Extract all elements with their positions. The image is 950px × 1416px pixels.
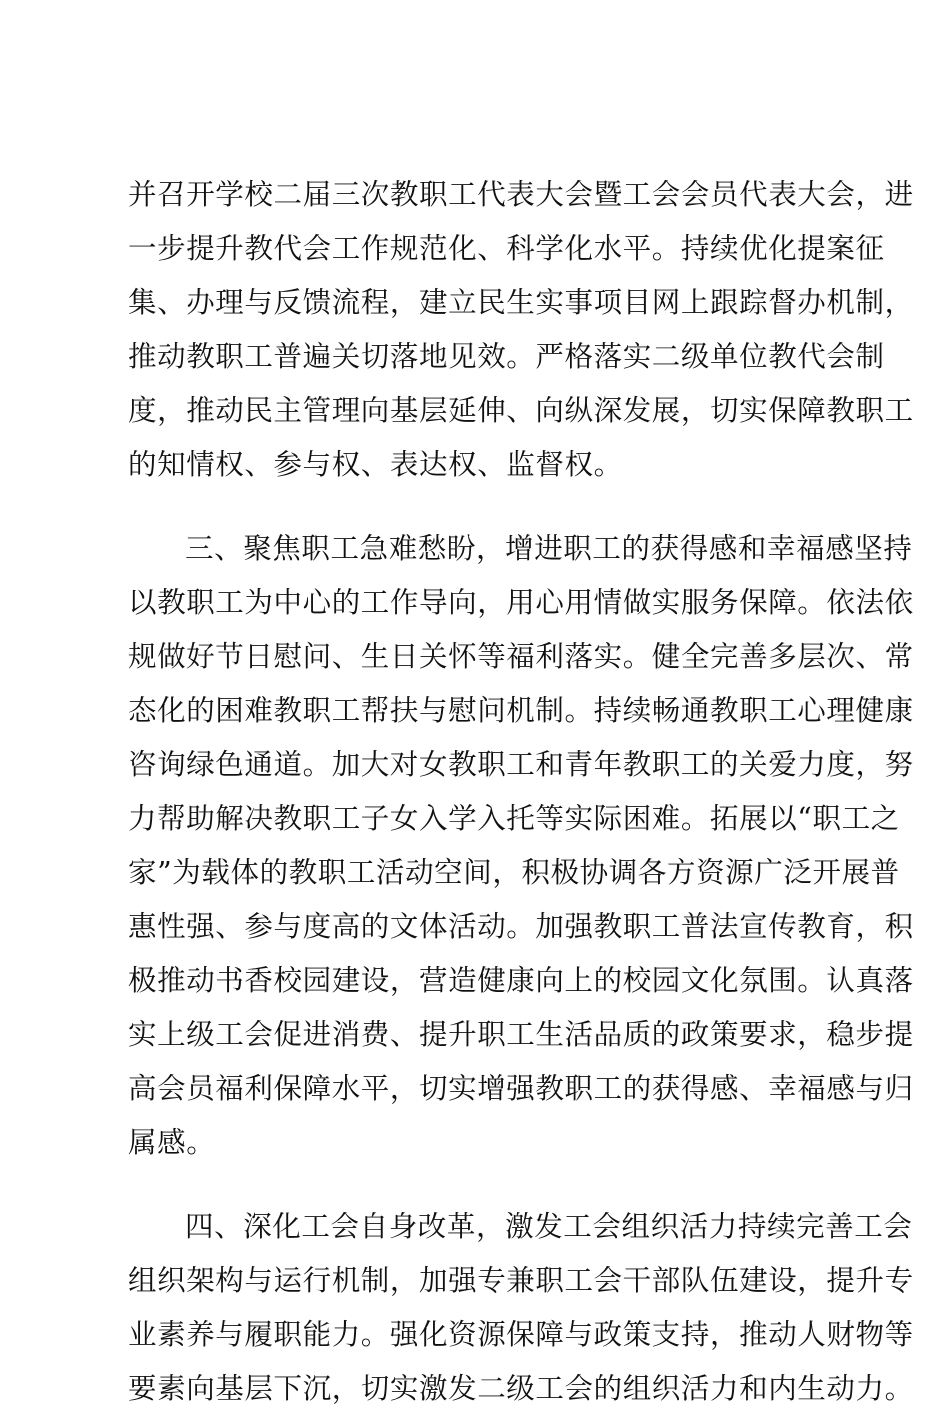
text-line: 极推动书香校园建设，营造健康向上的校园文化氛围。认真落 [128,964,914,997]
text-line: 推动教职工普遍关切落地见效。严格落实二级单位教代会制 [128,340,885,373]
text-line: 规做好节日慰问、生日关怀等福利落实。健全完善多层次、常 [128,640,914,673]
text-line: 实上级工会促进消费、提升职工生活品质的政策要求，稳步提 [128,1018,914,1051]
text-line: 以教职工为中心的工作导向，用心用情做实服务保障。依法依 [128,586,914,619]
paragraph-section-three [128,522,914,1170]
text-line: 咨询绿色通道。加大对女教职工和青年教职工的关爱力度，努 [128,748,914,781]
section-heading-line: 三、聚焦职工急难愁盼，增进职工的获得感和幸福感坚持 [185,532,913,565]
text-line: 要素向基层下沉，切实激发二级工会的组织活力和内生动力。 [128,1372,914,1405]
paragraph-gap [128,1170,820,1200]
paragraph-gap [128,492,820,522]
text-line: 并召开学校二届三次教职工代表大会暨工会会员代表大会，进 [128,178,914,211]
text-line: 高会员福利保障水平，切实增强教职工的获得感、幸福感与归 [128,1072,914,1105]
document-body [128,168,914,1416]
text-line: 惠性强、参与度高的文体活动。加强教职工普法宣传教育，积 [128,910,914,943]
text-line: 属感。 [128,1126,216,1159]
text-line: 组织架构与运行机制，加强专兼职工会干部队伍建设，提升专 [128,1264,914,1297]
text-line: 度，推动民主管理向基层延伸、向纵深发展，切实保障教职工 [128,394,914,427]
paragraph-section-four [128,1200,914,1416]
text-line: 一步提升教代会工作规范化、科学化水平。持续优化提案征 [128,232,885,265]
text-line: 力帮助解决教职工子女入学入托等实际困难。拓展以“职工之 [128,802,900,835]
text-line: 集、办理与反馈流程，建立民生实事项目网上跟踪督办机制， [128,286,914,319]
text-line: 家”为载体的教职工活动空间，积极协调各方资源广泛开展普 [128,856,900,889]
section-heading-line: 四、深化工会自身改革，激发工会组织活力持续完善工会 [185,1210,913,1243]
text-line: 态化的困难教职工帮扶与慰问机制。持续畅通教职工心理健康 [128,694,914,727]
text-line: 业素养与履职能力。强化资源保障与政策支持，推动人财物等 [128,1318,914,1351]
paragraph-union-congress [128,168,914,492]
text-line: 的知情权、参与权、表达权、监督权。 [128,448,623,481]
